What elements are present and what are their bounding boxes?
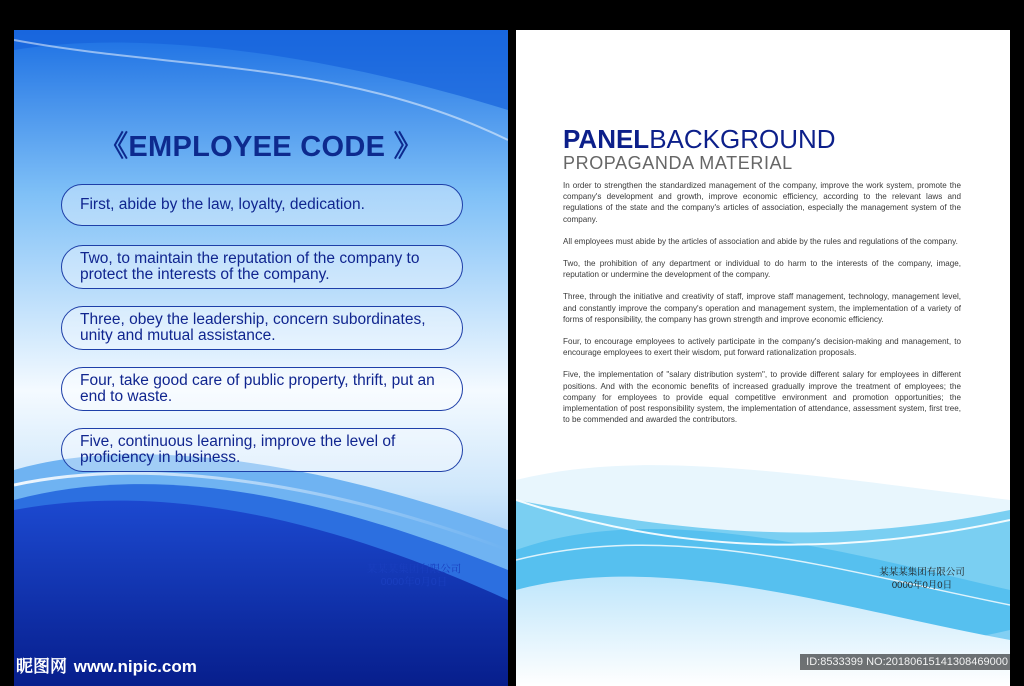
employee-code-panel: [14, 30, 508, 686]
panel-heading: [563, 125, 836, 173]
panel-subheading: PROPAGANDA MATERIAL: [563, 153, 793, 173]
nipic-watermark: [14, 652, 197, 677]
paragraph: Four, to encourage employees to actively participate in the company's decision-making and management, to encourage employees to exert their wisdom, put forward rationalization proposals.: [563, 337, 961, 358]
heading-rest: BACKGROUND: [649, 124, 836, 154]
paragraph: All employees must abide by the articles of association and abide by the rules and regulations of the company.: [563, 236, 958, 246]
nipic-url: www.nipic.com: [73, 657, 197, 676]
code-item-text: Two, to maintain the reputation of the company to protect the interests of the company.: [80, 250, 420, 283]
left-company-block: [344, 563, 484, 589]
heading-bold: PANEL: [563, 124, 650, 154]
code-item-4: [61, 367, 463, 411]
company-name: 某某某集团有限公司: [366, 563, 462, 575]
code-item-text: Five, continuous learning, improve the level of proficiency in business.: [80, 433, 396, 466]
panel-background-page: [516, 30, 1010, 686]
code-item-text: Three, obey the leadership, concern subordinates, unity and mutual assistance.: [80, 311, 426, 344]
company-date: 0000年0月0日: [891, 580, 953, 591]
company-name: 某某某集团有限公司: [879, 567, 965, 578]
right-company-block: [852, 566, 992, 592]
code-item-2: [61, 245, 463, 289]
panel-heading-title: [563, 125, 836, 153]
company-date: 0000年0月0日: [380, 576, 448, 588]
paragraph: Three, through the initiative and creativity of staff, improve staff management, technology, management level, and constantly improve the company's operation and management system, the implementation of a variety of forms of responsibility, the company has grown strength and improve economic efficiency.: [563, 292, 961, 324]
code-item-1: [61, 184, 463, 226]
code-item-5: [61, 428, 463, 472]
employee-code-title: 《EMPLOYEE CODE 》: [99, 131, 423, 163]
code-item-3: [61, 306, 463, 350]
paragraph: In order to strengthen the standardized management of the company, improve the work system, promote the company's development and growth, improve economic efficiency, according to the relevant laws and regulations of the state and the company's articles of association, especially the management system of the company.: [563, 181, 961, 224]
paragraph: Five, the implementation of "salary distribution system", to provide different salary for employees in different positions. And with the economic benefits of increased gradually improve the treatment of employees; the company for employees to provide equal competitive environment and promotion opportunities; the implementation of post responsibility system, the implementation of attendance, assessment system, first tree, to be commended and awarded the contributors.: [563, 370, 961, 425]
image-id-watermark: ID:8533399 NO:20180615141308469000: [800, 654, 1014, 670]
paragraph: Two, the prohibition of any department or individual to do harm to the interests of the company, image, reputation or undermine the development of the company.: [563, 259, 961, 280]
code-item-text: First, abide by the law, loyalty, dedication.: [80, 196, 365, 213]
code-item-text: Four, take good care of public property, thrift, put an end to waste.: [80, 372, 435, 405]
body-text: [563, 180, 961, 436]
nipic-logo: 昵图网: [16, 657, 67, 676]
